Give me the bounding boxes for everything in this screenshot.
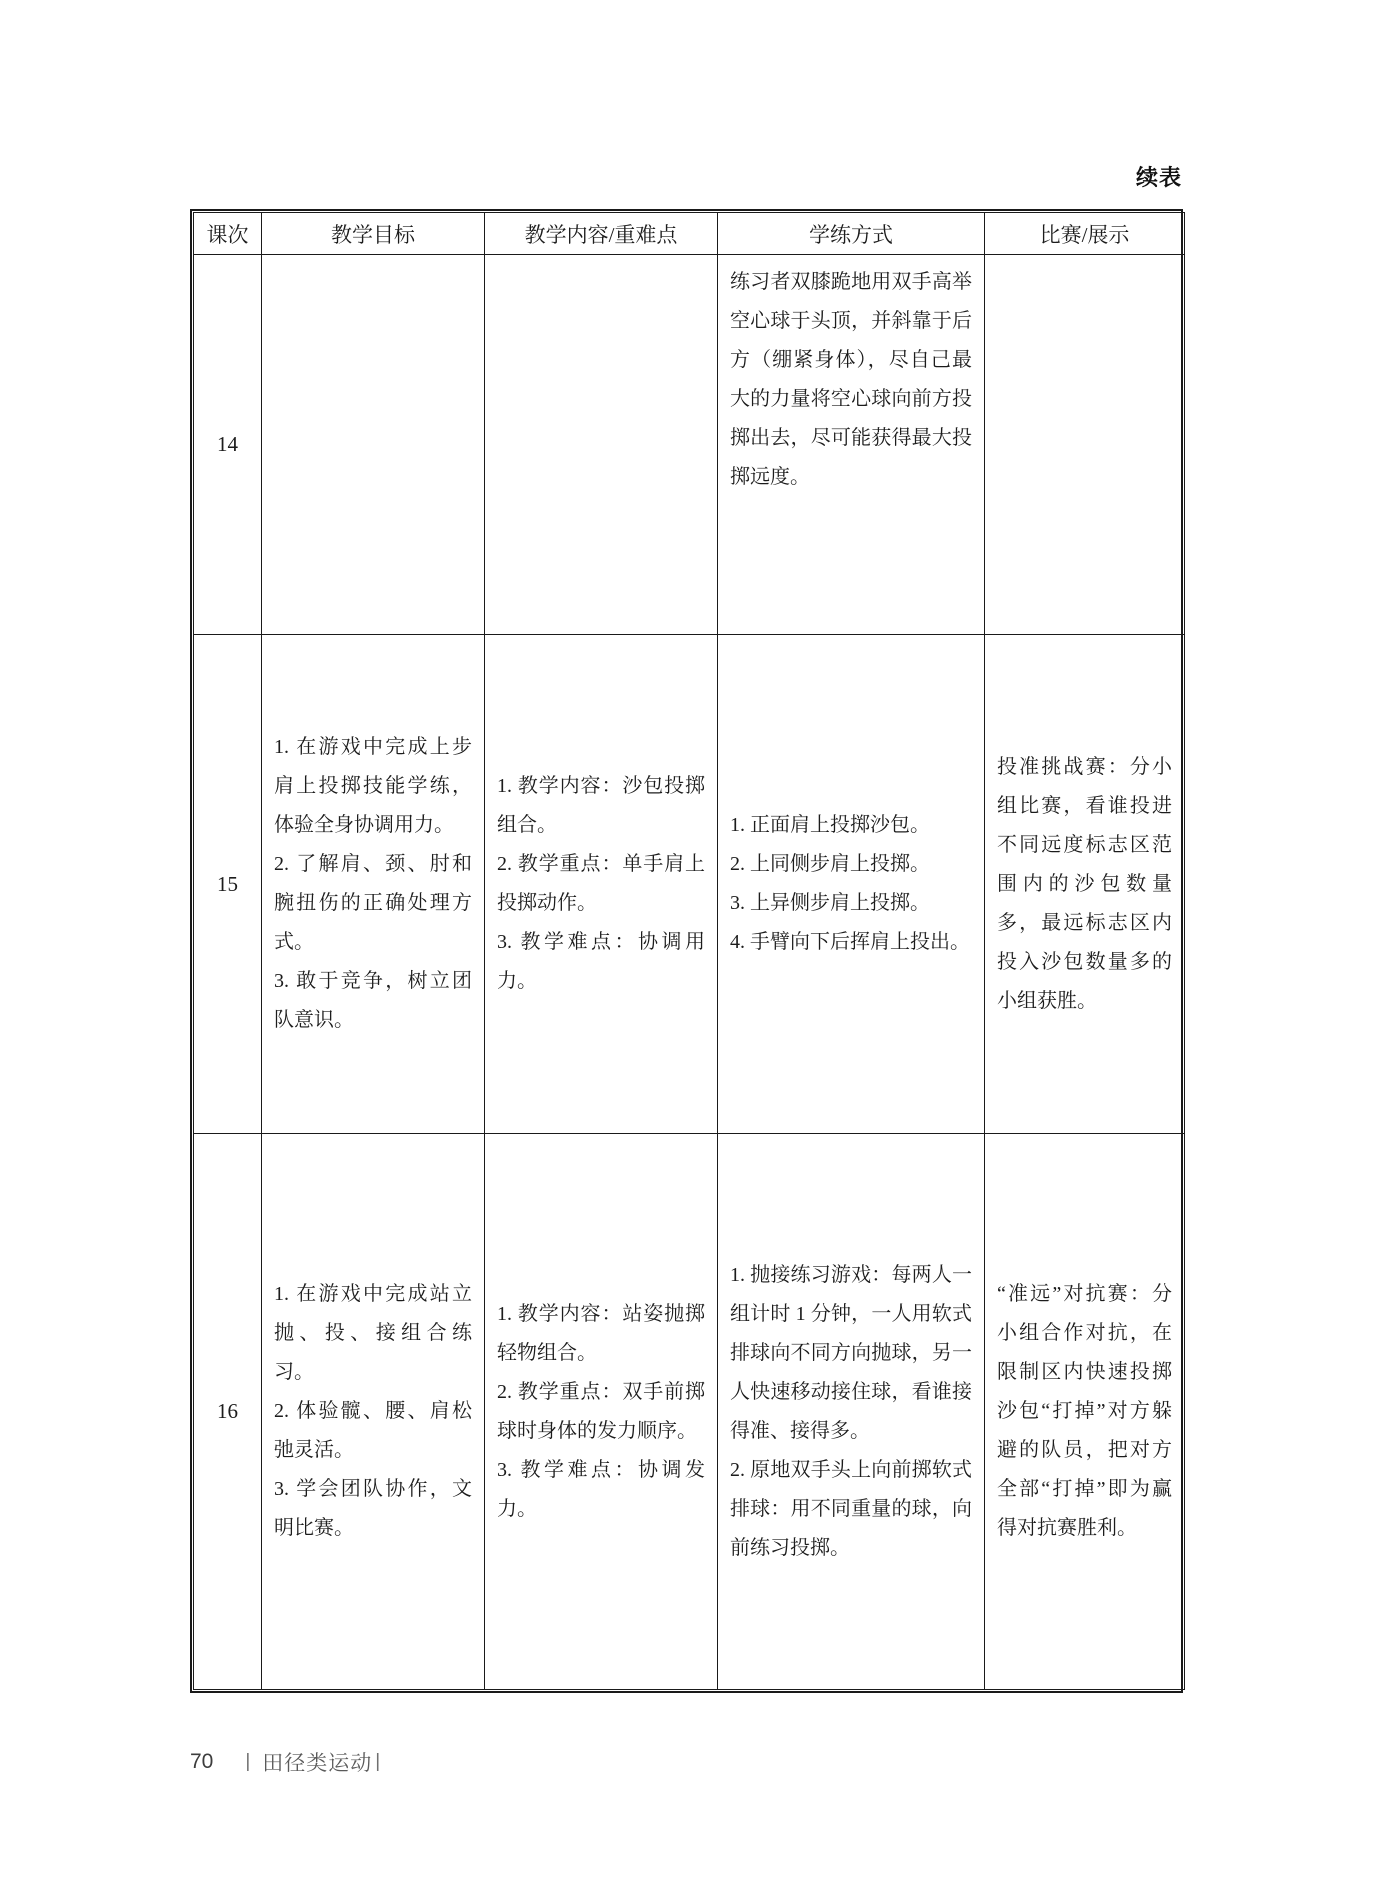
method-item: 1. 正面肩上投掷沙包。 xyxy=(730,814,930,836)
objective-item: 2. 了解肩、颈、肘和腕扭伤的正确处理方式。 xyxy=(274,853,472,953)
header-practice-methods: 学练方式 xyxy=(718,213,985,255)
continued-table-label: 续表 xyxy=(1135,165,1182,190)
objective-item: 2. 体验髋、腰、肩松弛灵活。 xyxy=(274,1400,472,1461)
page-number: 70 xyxy=(190,1750,214,1773)
footer-divider-icon: | xyxy=(245,1751,251,1772)
competition-paragraph: “准远”对抗赛：分小组合作对抗，在限制区内快速投掷沙包“打掉”对方躲避的队员，把对方全部“打掉”即为赢得对抗赛胜利。 xyxy=(997,1283,1172,1539)
methods-cell xyxy=(718,1134,985,1690)
objectives-cell xyxy=(262,255,485,635)
content-item: 3. 教学难点：协调发力。 xyxy=(497,1458,705,1520)
table-row xyxy=(194,635,1185,1134)
header-teaching-content: 教学内容/重难点 xyxy=(485,213,718,255)
methods-cell xyxy=(718,635,985,1134)
method-item: 2. 原地双手头上向前掷软式排球：用不同重量的球，向前练习投掷。 xyxy=(730,1458,972,1559)
objective-item: 3. 学会团队协作，文明比赛。 xyxy=(274,1478,472,1539)
page-footer xyxy=(190,1747,380,1777)
lesson-number-cell: 16 xyxy=(194,1134,262,1690)
content-item: 2. 教学重点：双手前掷球时身体的发力顺序。 xyxy=(497,1380,705,1442)
table-row xyxy=(194,255,1185,635)
competition-paragraph: 投准挑战赛：分小组比赛，看谁投进不同远度标志区范围内的沙包数量多，最远标志区内投入沙包数量多的小组获胜。 xyxy=(997,755,1172,1012)
content-cell xyxy=(485,255,718,635)
content-item: 2. 教学重点：单手肩上投掷动作。 xyxy=(497,853,705,914)
methods-paragraph: 练习者双膝跪地用双手高举空心球于头顶，并斜靠于后方（绷紧身体），尽自己最大的力量将空心球向前方投掷出去，尽可能获得最大投掷远度。 xyxy=(730,271,972,488)
content-item: 3. 教学难点：协调用力。 xyxy=(497,931,705,992)
lesson-plan-table-wrapper xyxy=(190,209,1183,1693)
content-item: 1. 教学内容：站姿抛掷轻物组合。 xyxy=(497,1302,705,1364)
competition-cell xyxy=(985,635,1185,1134)
lesson-number-cell: 14 xyxy=(194,255,262,635)
method-item: 2. 上同侧步肩上投掷。 xyxy=(730,853,930,875)
table-header-row xyxy=(194,213,1185,255)
footer-section-title: 田径类运动 xyxy=(262,1752,373,1775)
methods-cell xyxy=(718,255,985,635)
objectives-cell xyxy=(262,1134,485,1690)
objectives-cell xyxy=(262,635,485,1134)
objective-item: 1. 在游戏中完成上步肩上投掷技能学练，体验全身协调用力。 xyxy=(274,736,472,836)
objective-item: 3. 敢于竞争，树立团队意识。 xyxy=(274,970,472,1031)
footer-divider-icon: | xyxy=(375,1751,381,1772)
competition-cell xyxy=(985,255,1185,635)
content-cell xyxy=(485,1134,718,1690)
competition-cell xyxy=(985,1134,1185,1690)
header-lesson-number: 课次 xyxy=(194,213,262,255)
objective-item: 1. 在游戏中完成站立抛、投、接组合练习。 xyxy=(274,1283,472,1383)
lesson-plan-table xyxy=(193,212,1185,1690)
table-row xyxy=(194,1134,1185,1690)
method-item: 4. 手臂向下后挥肩上投出。 xyxy=(730,931,970,953)
content-item: 1. 教学内容：沙包投掷组合。 xyxy=(497,775,705,836)
lesson-number-cell: 15 xyxy=(194,635,262,1134)
content-cell xyxy=(485,635,718,1134)
header-competition-display: 比赛/展示 xyxy=(985,213,1185,255)
header-teaching-objectives: 教学目标 xyxy=(262,213,485,255)
method-item: 3. 上异侧步肩上投掷。 xyxy=(730,892,930,914)
method-item: 1. 抛接练习游戏：每两人一组计时 1 分钟，一人用软式排球向不同方向抛球，另一人快速移动接住球，看谁接得准、接得多。 xyxy=(730,1263,972,1442)
